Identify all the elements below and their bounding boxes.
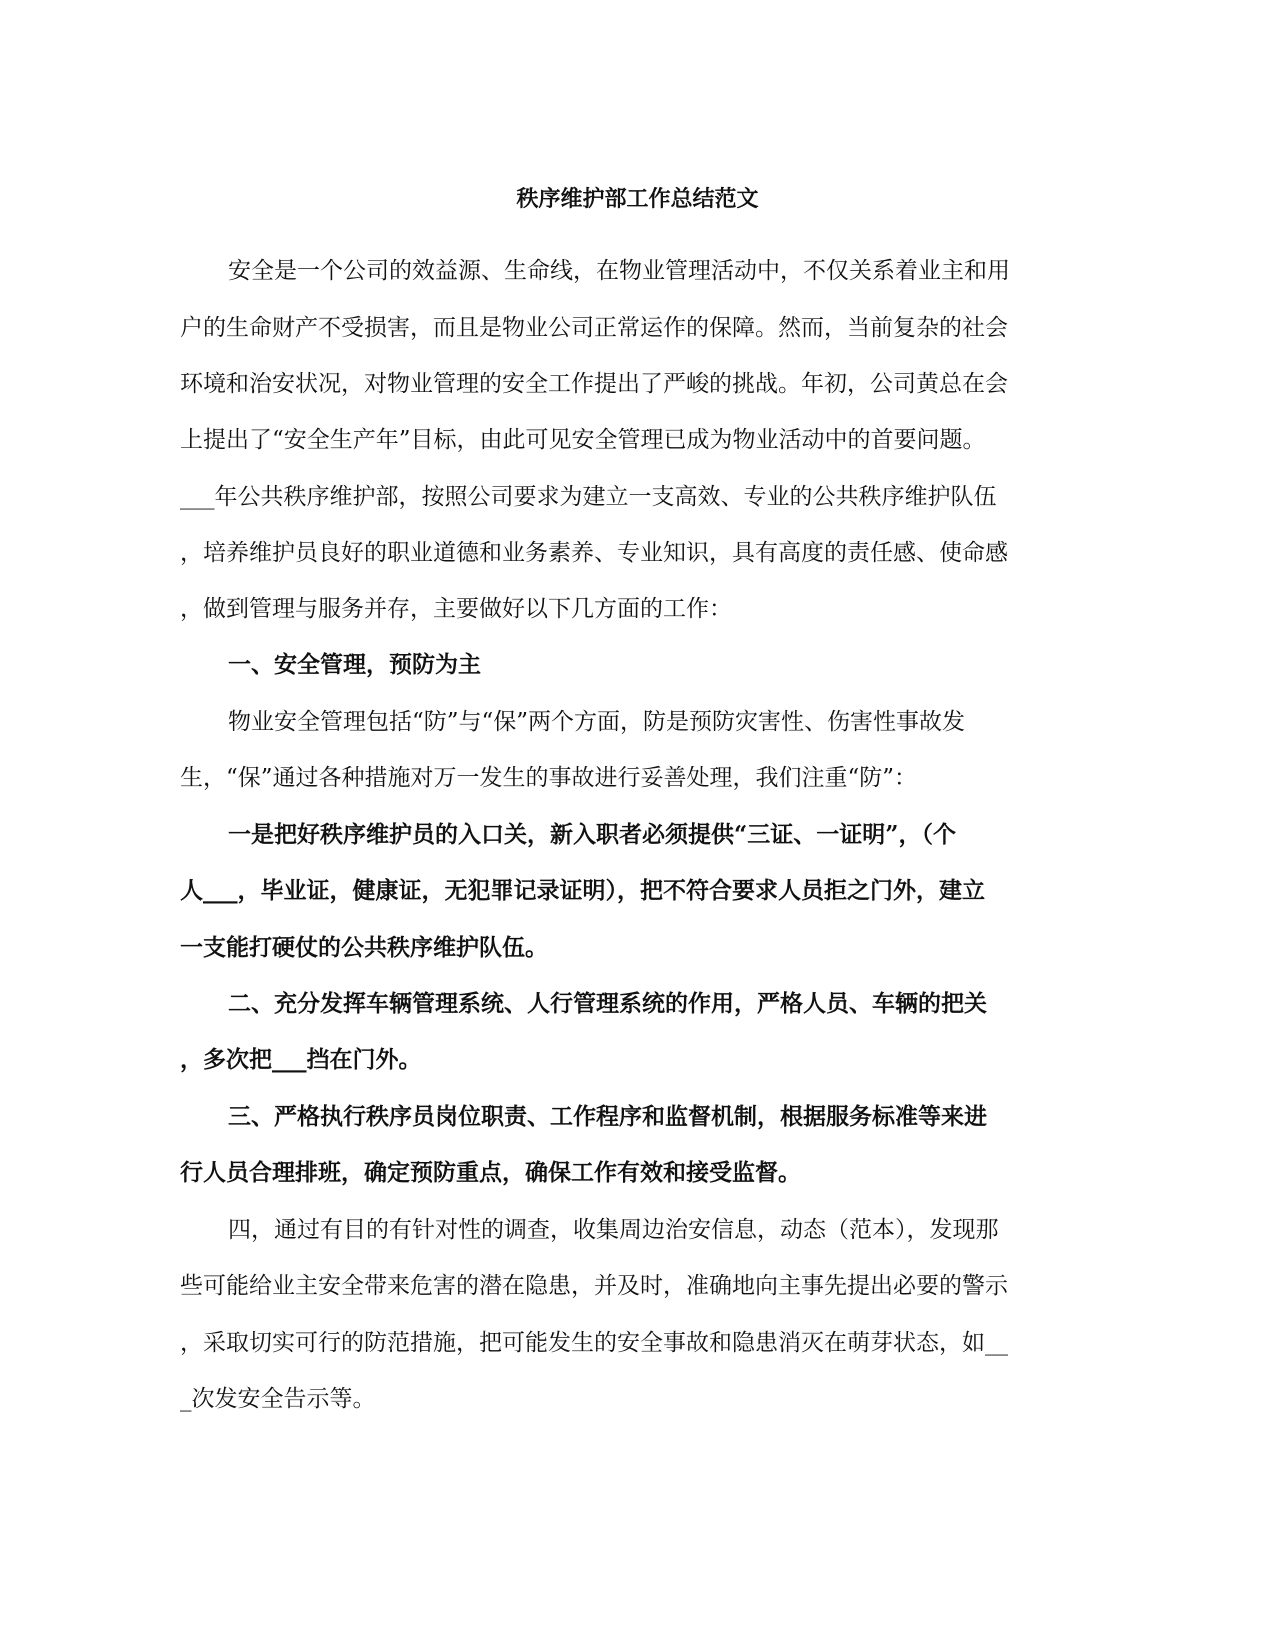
paragraph-line: 四，通过有目的有针对性的调查，收集周边治安信息，动态（范本），发现那 — [228, 1217, 999, 1243]
paragraph-line: 些可能给业主安全带来危害的潜在隐患，并及时，准确地向主事先提出必要的警示 — [180, 1273, 1008, 1299]
paragraph-line: 安全是一个公司的效益源、生命线，在物业管理活动中，不仅关系着业主和用 — [228, 258, 1010, 284]
paragraph-line: ，做到管理与服务并存，主要做好以下几方面的工作： — [180, 596, 732, 622]
paragraph-line: 一是把好秩序维护员的入口关，新入职者必须提供“三证、一证明”，（个 — [228, 821, 956, 848]
paragraph-line: 上提出了“安全生产年”目标，由此可见安全管理已成为物业活动中的首要问题。 — [180, 427, 986, 453]
paragraph-line: 物业安全管理包括“防”与“保”两个方面，防是预防灾害性、伤害性事故发 — [228, 709, 966, 735]
paragraph-line: 环境和治安状况，对物业管理的安全工作提出了严峻的挑战。年初，公司黄总在会 — [180, 371, 1008, 397]
paragraph-line: _次发安全告示等。 — [180, 1386, 376, 1412]
paragraph-line: 三、严格执行秩序员岗位职责、工作程序和监督机制，根据服务标准等来进 — [228, 1103, 987, 1130]
paragraph-line: ，培养维护员良好的职业道德和业务素养、专业知识，具有高度的责任感、使命感 — [180, 540, 1008, 566]
paragraph-line: ，采取切实可行的防范措施，把可能发生的安全事故和隐患消灭在萌芽状态，如__ — [180, 1330, 1008, 1356]
section-heading: 一、安全管理，预防为主 — [228, 651, 481, 678]
paragraph-line: ___年公共秩序维护部，按照公司要求为建立一支高效、专业的公共秩序维护队伍 — [180, 484, 997, 510]
paragraph-line: 户的生命财产不受损害，而且是物业公司正常运作的保障。然而，当前复杂的社会 — [180, 315, 1008, 341]
paragraph-line: 一支能打硬仗的公共秩序维护队伍。 — [180, 934, 548, 961]
document-title: 秩序维护部工作总结范文 — [516, 186, 759, 212]
paragraph-line: 行人员合理排班，确定预防重点，确保工作有效和接受监督。 — [180, 1159, 801, 1186]
paragraph-line: 生，“保”通过各种措施对万一发生的事故进行妥善处理，我们注重“防”： — [180, 765, 918, 791]
paragraph-line: 二、充分发挥车辆管理系统、人行管理系统的作用，严格人员、车辆的把关 — [228, 990, 987, 1017]
paragraph-line: ，多次把___挡在门外。 — [180, 1046, 422, 1073]
paragraph-line: 人___，毕业证，健康证，无犯罪记录证明），把不符合要求人员拒之门外，建立 — [180, 877, 985, 904]
